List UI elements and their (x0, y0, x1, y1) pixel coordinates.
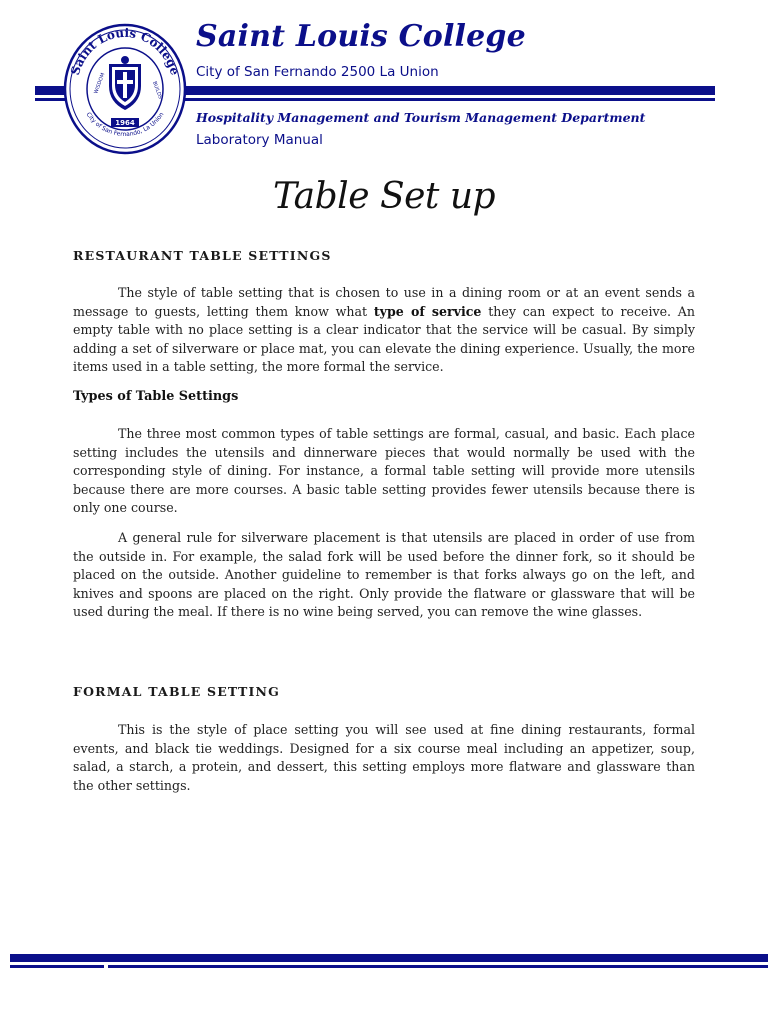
paragraph-formal: This is the style of place setting you will see used at fine dining restaurants, formal events, and black tie weddings. Designed for a six course meal including an appetizer, soup, salad, a starch, a protein, and dessert, this setting employs more flatware and glassware than the other settings. (73, 722, 695, 793)
footer-bar-thin-left (10, 965, 104, 968)
college-seal-logo (63, 22, 187, 156)
college-address: City of San Fernando 2500 La Union (196, 64, 439, 80)
seal-year: 1964 (115, 119, 135, 127)
seal-bottom-text: City of San Fernando, La Union (84, 111, 166, 139)
section-heading-formal: FORMAL TABLE SETTING (73, 684, 281, 699)
seal-left-motto: WISDOM (93, 72, 107, 95)
section-types-body (73, 425, 695, 518)
paragraph-types-1: The three most common types of table settings are formal, casual, and basic. Each place setting includes the utensils and dinnerware pieces that would normally be used with the corresponding style of dining. For instance, a formal table setting will provide more utensils because there are more courses. A basic table setting provides fewer utensils because there is only one course. (73, 426, 695, 516)
department-name: Hospitality Management and Tourism Management Department (196, 110, 646, 125)
header-bar-thin-right (190, 98, 715, 101)
footer-bar-thin-right (108, 965, 768, 968)
manual-label: Laboratory Manual (196, 132, 323, 148)
footer-bar-top (10, 954, 768, 962)
section-heading-restaurant: RESTAURANT TABLE SETTINGS (73, 248, 332, 263)
section-types-body-2 (73, 529, 695, 622)
section-formal-body (73, 721, 695, 795)
bold-type-of-service: type of service (373, 303, 482, 319)
section-heading-types: Types of Table Settings (73, 389, 239, 404)
paragraph-types-2: A general rule for silverware placement is that utensils are placed in order of use from the outside in. For example, the salad fork will be used before the dinner fork, so it should be placed on the outside. Another guideline to remember is that forks always go on the left, and knives and spoons are placed on the right. Only provide the flatware or glassware that will be used during the meal. If there is no wine being served, you can remove the wine glasses. (73, 530, 695, 620)
seal-right-motto: BUILDS (151, 80, 164, 100)
college-name: Saint Louis College (196, 19, 526, 54)
seal-ring-text: Saint Louis College (67, 25, 183, 77)
section-restaurant-body (73, 284, 695, 377)
paragraph-restaurant: The style of table setting that is chosen to use in a dining room or at an event sends a message to guests, letting them know what type of service they can expect to receive. An empty table with no place setting is a clear indicator that the service will be casual. By simply adding a set of silverware or place mat, you can elevate the dining experience. Usually, the more items used in a table setting, the more formal the service. (73, 285, 696, 375)
page-title: Table Set up (272, 176, 496, 217)
